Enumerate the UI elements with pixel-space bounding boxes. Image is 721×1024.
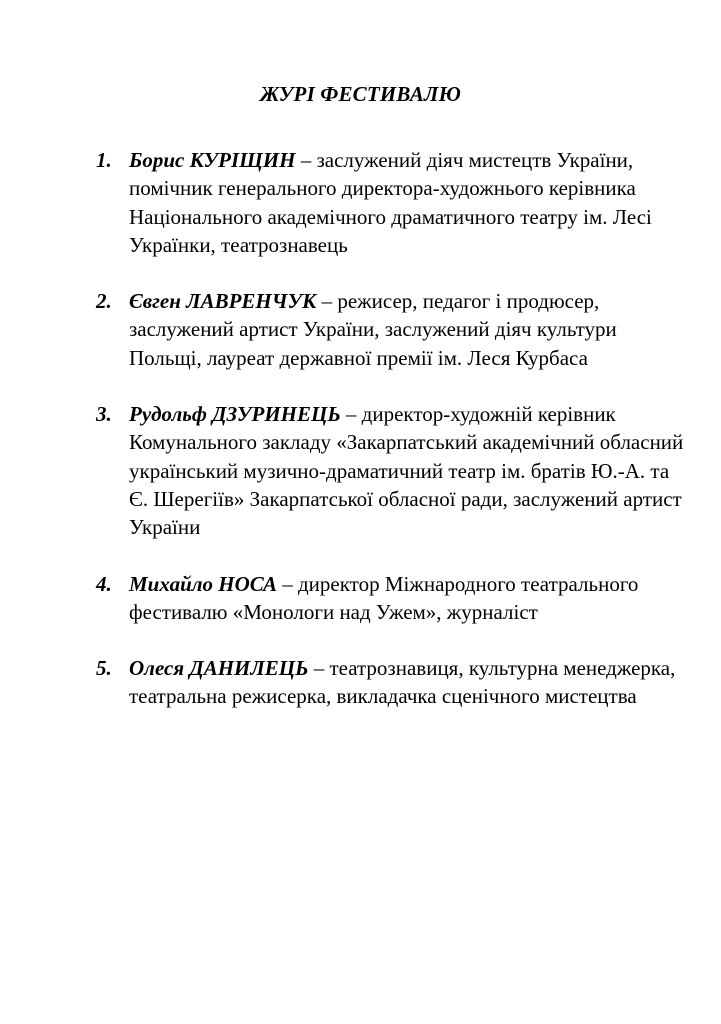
jury-item-5 bbox=[96, 654, 686, 711]
jury-member-name: Рудольф ДЗУРИНЕЦЬ bbox=[129, 402, 341, 427]
jury-item-1 bbox=[96, 146, 686, 259]
jury-member-description: директор Міжнародного театрального фестивалю «Монологи над Ужем», журналіст bbox=[129, 571, 639, 624]
jury-member-description: театрознавиця, культурна менеджерка, театральна режисерка, викладачка сценічного мистецтва bbox=[129, 656, 676, 709]
jury-member-name: Борис КУРІЩИН bbox=[129, 148, 296, 172]
jury-item-number: 5. bbox=[96, 656, 112, 681]
jury-item-number: 1. bbox=[96, 148, 112, 172]
jury-member-description: директор-художній керівник Комунального закладу «Закарпатський академічний обласний український музично-драматичний театр ім. братів Ю.-А. та Є. Шерегіїв» Закарпатської обласної ради, заслужений артист України bbox=[129, 402, 684, 540]
jury-item-number: 4. bbox=[96, 571, 112, 596]
dash-separator: – bbox=[316, 289, 338, 314]
jury-item-number: 2. bbox=[96, 289, 112, 314]
dash-separator: – bbox=[308, 656, 330, 681]
jury-item-4 bbox=[96, 570, 686, 627]
jury-item-2 bbox=[96, 287, 686, 372]
dash-separator: – bbox=[277, 571, 298, 596]
dash-separator: – bbox=[340, 402, 362, 427]
jury-member-name: Олеся ДАНИЛЕЦЬ bbox=[129, 656, 309, 681]
jury-item-3 bbox=[96, 400, 686, 541]
jury-list bbox=[96, 146, 686, 739]
jury-item-number: 3. bbox=[96, 402, 112, 427]
page-title: ЖУРІ ФЕСТИВАЛЮ bbox=[259, 82, 462, 106]
jury-member-name: Михайло НОСА bbox=[129, 571, 277, 596]
dash-separator: – bbox=[295, 148, 317, 172]
jury-member-description: режисер, педагог і продюсер, заслужений артист України, заслужений діяч культури Польщі, лауреат державної премії ім. Леся Курбаса bbox=[129, 289, 617, 370]
jury-member-description: заслужений діяч мистецтв України, помічник генерального директора-художнього керівника Національного академічного драматичного театру ім. Лесі Українки, театрознавець bbox=[129, 148, 652, 257]
jury-member-name: Євген ЛАВРЕНЧУК bbox=[129, 289, 317, 314]
